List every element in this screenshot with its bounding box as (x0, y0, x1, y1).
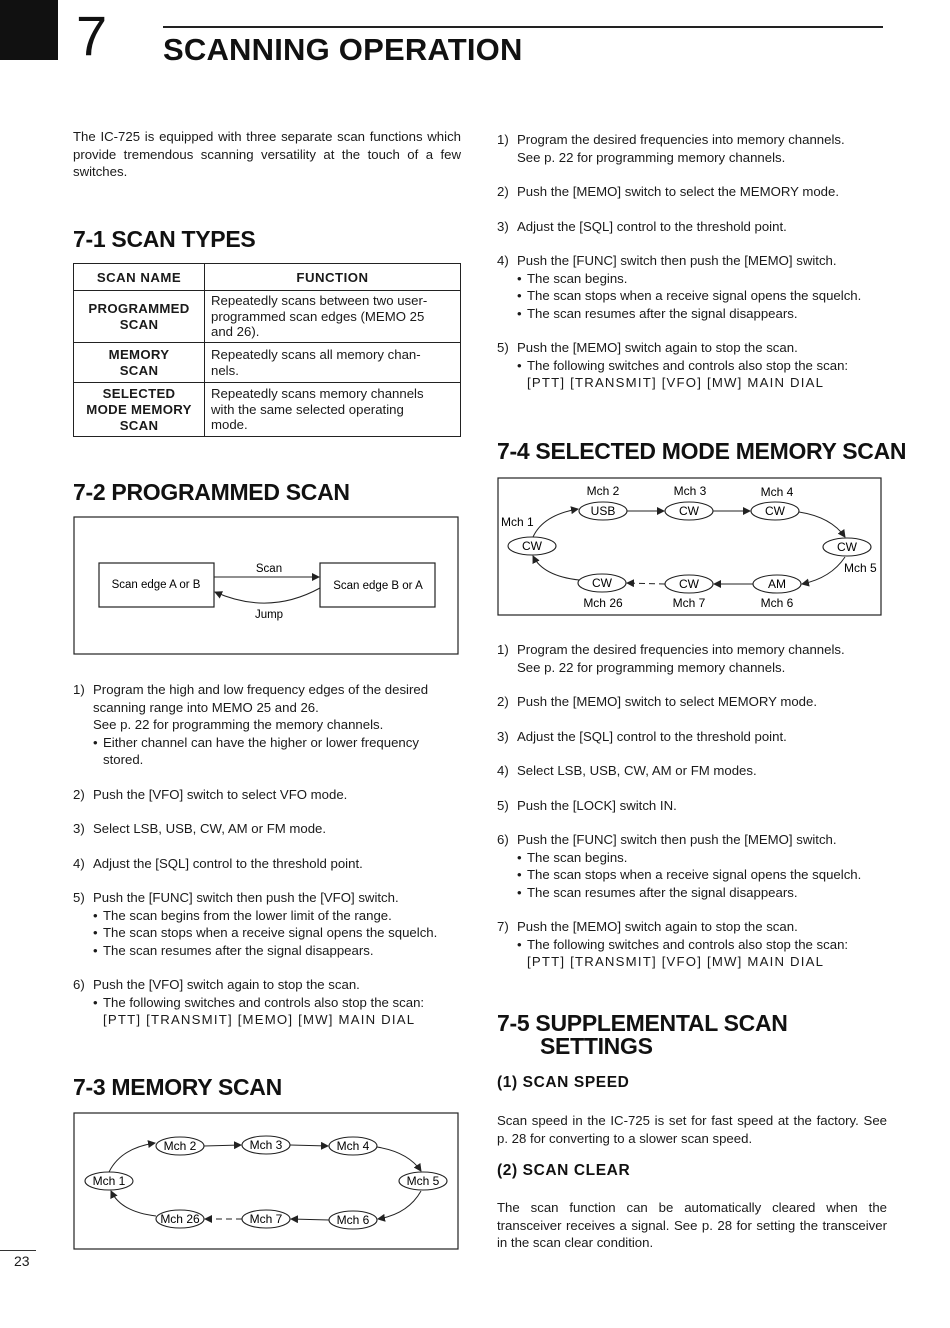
scan-speed-paragraph: Scan speed in the IC-725 is set for fast speed at the factory. See p. 28 for converting to a slower scan speed. (497, 1113, 887, 1146)
selected-mode-steps (497, 641, 887, 971)
svg-text:Mch 4: Mch 4 (336, 1139, 370, 1153)
scan-clear-heading: (2) SCAN CLEAR (497, 1162, 631, 1179)
table-cell-function: Repeatedly scans between two user- programmed scan edges (MEMO 25 and 26). (205, 291, 461, 343)
stop-keys: [PTT] [TRANSMIT] [VFO] [MW] MAIN DIAL (527, 954, 825, 969)
svg-text:CW: CW (765, 504, 785, 518)
programmed-scan-diagram (73, 516, 463, 658)
svg-text:Mch 2: Mch 2 (586, 484, 620, 498)
table-row (74, 343, 461, 383)
svg-text:Mch 26: Mch 26 (160, 1212, 200, 1226)
scan-edge-a-label: Scan edge A or B (111, 579, 201, 591)
section-title-7-5: 7-5 SUPPLEMENTAL SCAN (497, 1010, 788, 1036)
programmed-scan-steps (73, 681, 461, 1029)
svg-text:Mch 5: Mch 5 (406, 1174, 440, 1188)
chapter-title: SCANNING OPERATION (163, 32, 523, 67)
table-cell-function: Repeatedly scans all memory chan- nels. (205, 343, 461, 383)
svg-text:Mch 26: Mch 26 (583, 596, 623, 610)
svg-text:Mch 7: Mch 7 (672, 596, 706, 610)
svg-text:Mch 2: Mch 2 (163, 1139, 197, 1153)
stop-keys: [PTT] [TRANSMIT] [MEMO] [MW] MAIN DIAL (103, 1012, 416, 1027)
step-3: 3) Adjust the [SQL] control to the threshold point. (497, 728, 787, 744)
svg-text:Mch 3: Mch 3 (249, 1138, 283, 1152)
scan-types-table (73, 263, 461, 437)
svg-text:Mch 4: Mch 4 (760, 485, 794, 499)
table-cell-scan-name: PROGRAMMED SCAN (74, 291, 205, 343)
section-title-7-5-line2: SETTINGS (540, 1033, 653, 1059)
scan-clear-paragraph: The scan function can be automatically cleared when the transceiver receives a signal. See p. 28 for setting the transceiver in the scan clear condition. (497, 1200, 887, 1250)
step-5: 5) Push the [FUNC] switch then push the [VFO] switch. • The scan begins from the lower limit of the range. • The scan stops when a receive signal opens the squelch. • The scan resumes after the signal disappears. (73, 889, 461, 959)
svg-text:Mch 1: Mch 1 (92, 1174, 126, 1188)
table-cell-scan-name: SELECTED MODE MEMORY SCAN (74, 383, 205, 437)
step-6: 6) Push the [FUNC] switch then push the [MEMO] switch. • The scan begins. • The scan stops when a receive signal opens the squelch. • The scan resumes after the signal disappears. (497, 831, 887, 901)
scan-edge-b-label: Scan edge B or A (333, 580, 423, 592)
table-header-cell: SCAN NAME (74, 264, 205, 291)
table-cell-function: Repeatedly scans memory channels with the same selected operating mode. (205, 383, 461, 437)
memory-scan-diagram (73, 1112, 463, 1252)
step-2: 2) Push the [VFO] switch to select VFO mode. (73, 786, 348, 802)
section-title-7-1: 7-1 SCAN TYPES (73, 226, 256, 252)
step-7: 7) Push the [MEMO] switch again to stop the scan. • The following switches and controls also stop the scan: [PTT] [TRANSMIT] [VFO] [MW] MAIN DIAL (497, 918, 887, 971)
step-5: 5) Push the [LOCK] switch IN. (497, 797, 677, 813)
step-1: 1) Program the desired frequencies into memory channels. See p. 22 for programming memory channels. (497, 132, 845, 165)
table-row (74, 291, 461, 343)
jump-arrow (215, 588, 320, 603)
scan-speed-heading: (1) SCAN SPEED (497, 1074, 630, 1091)
intro-text: The IC-725 is equipped with three separate scan functions which provide tremendous scanning versatility at the touch of a few switches. (73, 129, 461, 179)
stop-keys: [PTT] [TRANSMIT] [VFO] [MW] MAIN DIAL (527, 375, 825, 390)
step-3: 3) Adjust the [SQL] control to the threshold point. (497, 218, 787, 234)
svg-text:CW: CW (592, 576, 612, 590)
step-2: 2) Push the [MEMO] switch to select MEMORY mode. (497, 694, 817, 709)
svg-text:CW: CW (679, 577, 699, 591)
step-4: 4) Select LSB, USB, CW, AM or FM modes. (497, 763, 757, 778)
scan-label: Scan (255, 563, 283, 575)
step-3: 3) Select LSB, USB, CW, AM or FM mode. (73, 821, 327, 836)
svg-text:CW: CW (679, 504, 699, 518)
step-1: 1) Program the desired frequencies into memory channels. See p. 22 for programming memory channels. (497, 642, 845, 675)
step-6: 6) Push the [VFO] switch again to stop the scan. • The following switches and controls also stop the scan: [PTT] [TRANSMIT] [MEMO] [MW] MAIN DIAL (73, 976, 461, 1029)
table-header-row (74, 264, 461, 291)
table-header-cell: FUNCTION (205, 264, 461, 291)
step-1: 1) Program the high and low frequency edges of the desired scanning range into MEMO 25 and 26. See p. 22 for programming the memory channels. • Either channel can have the higher or lower frequency stored. (73, 681, 461, 769)
section-title-7-2: 7-2 PROGRAMMED SCAN (73, 479, 350, 505)
svg-text:USB: USB (590, 504, 616, 518)
memory-scan-steps (497, 131, 887, 392)
svg-text:CW: CW (522, 539, 542, 553)
jump-label: Jump (254, 609, 284, 621)
svg-text:Mch 3: Mch 3 (673, 484, 707, 498)
svg-text:Mch 6: Mch 6 (760, 596, 794, 610)
table-row (74, 383, 461, 437)
intro-paragraph (73, 128, 461, 181)
svg-text:Mch 5: Mch 5 (844, 561, 877, 575)
svg-text:CW: CW (837, 540, 857, 554)
step-5: 5) Push the [MEMO] switch again to stop the scan. • The following switches and controls also stop the scan: [PTT] [TRANSMIT] [VFO] [MW] MAIN DIAL (497, 339, 887, 392)
page-number: 23 (14, 1253, 30, 1269)
step-4: 4) Adjust the [SQL] control to the threshold point. (73, 855, 363, 871)
chapter-tab-block (0, 0, 58, 60)
svg-text:Mch 6: Mch 6 (336, 1213, 370, 1227)
chapter-rule (163, 26, 883, 28)
section-title-7-4: 7-4 SELECTED MODE MEMORY SCAN (497, 438, 907, 464)
chapter-number: 7 (76, 4, 108, 67)
selected-mode-scan-diagram (497, 477, 887, 619)
step-4: 4) Push the [FUNC] switch then push the [MEMO] switch. • The scan begins. • The scan stops when a receive signal opens the squelch. • The scan resumes after the signal disappears. (497, 252, 887, 322)
section-title-7-3: 7-3 MEMORY SCAN (73, 1074, 282, 1100)
svg-text:Mch 7: Mch 7 (249, 1212, 283, 1226)
step-2: 2) Push the [MEMO] switch to select the MEMORY mode. (497, 184, 839, 199)
page-number-rule (0, 1250, 36, 1251)
svg-text:AM: AM (768, 577, 786, 591)
svg-text:Mch 1: Mch 1 (501, 515, 534, 529)
table-cell-scan-name: MEMORY SCAN (74, 343, 205, 383)
